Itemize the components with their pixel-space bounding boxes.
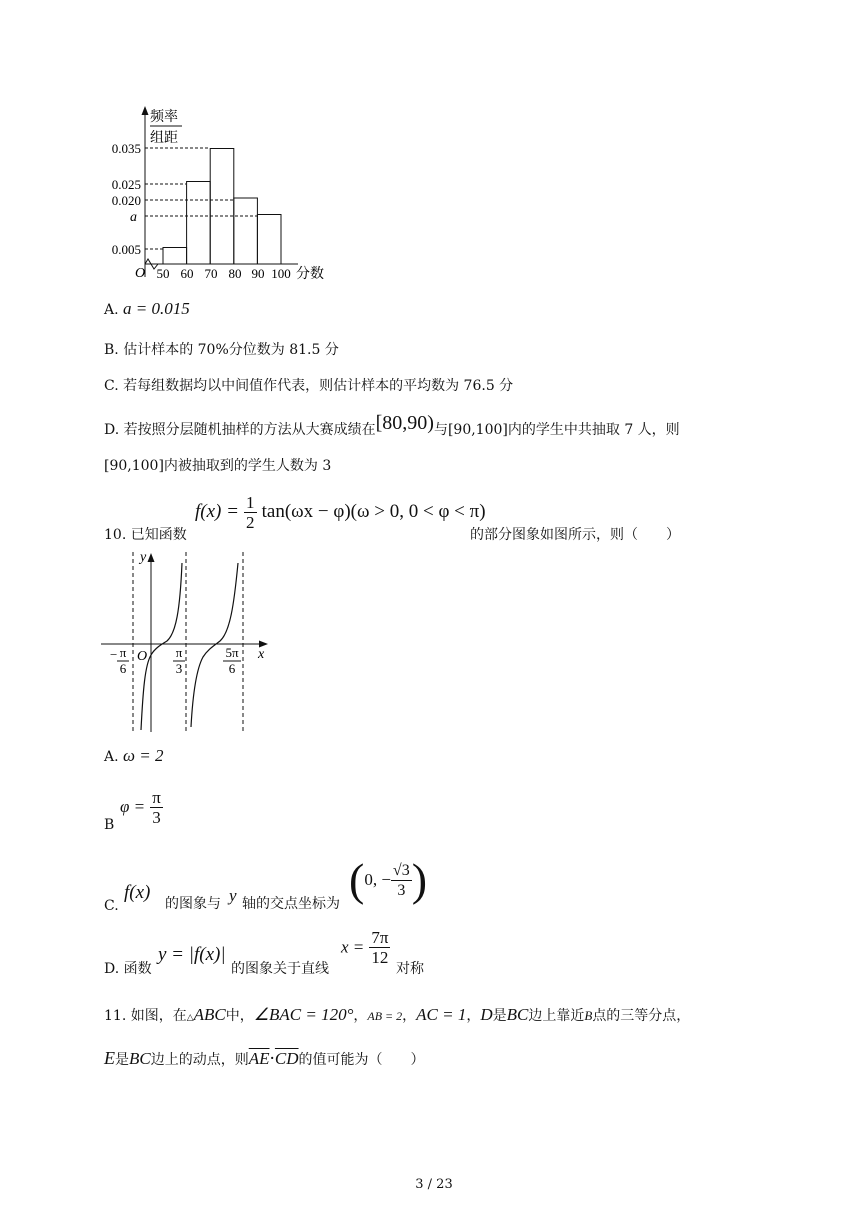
x-tick-70: 70 xyxy=(204,266,218,281)
q10-option-c-fx: f(x) xyxy=(124,882,151,903)
q10-func-post: tan(ωx − φ)(ω > 0, 0 < φ < π) xyxy=(261,501,486,522)
y-tick-0025: 0.025 xyxy=(111,177,141,192)
asymptotes xyxy=(133,552,243,732)
q10-option-a-math: ω = 2 xyxy=(123,746,164,765)
vector-cd: $\overline{CD}$ xyxy=(274,1049,299,1068)
point-fraction xyxy=(391,861,412,900)
q10-option-d-fraction xyxy=(369,928,390,967)
q9-option-a xyxy=(104,300,190,319)
q10-option-d-label: D. 函数 xyxy=(104,961,152,977)
q10-number: 10. 已知函数 xyxy=(104,527,187,543)
q11-l2-a: 是 xyxy=(115,1052,129,1068)
tick-minus-sign: − xyxy=(110,647,118,662)
y-tick-0005: 0.005 xyxy=(111,242,141,257)
q9-option-d-interval: [80,90) xyxy=(375,412,434,434)
point-den: 3 xyxy=(397,881,406,899)
graph-y-label: y xyxy=(140,550,147,565)
q11-sep3: ， xyxy=(466,1008,481,1024)
graph-origin: O xyxy=(137,649,148,664)
q11-b: B xyxy=(584,1008,593,1023)
q10-half-num: 1 xyxy=(246,493,255,512)
q10-option-d-num: 7π xyxy=(371,928,389,947)
q11-sep1: ， xyxy=(353,1008,368,1024)
q10-option-b-den: 3 xyxy=(152,808,161,827)
q11-abc: ABC xyxy=(193,1005,226,1024)
q10-option-a-label: A. xyxy=(104,749,119,765)
page-number: 3 / 23 xyxy=(415,1177,453,1192)
q11-ac: AC = 1 xyxy=(416,1005,467,1024)
q9-option-d-line1 xyxy=(104,412,680,439)
tick-1-num: π xyxy=(119,645,127,660)
q9-option-a-math: a = 0.015 xyxy=(123,299,190,318)
point-num: √3 xyxy=(392,861,410,879)
tick-2-den: 3 xyxy=(175,661,183,676)
q9-option-d-pre: D. 若按照分层随机抽样的方法从大赛成绩在 xyxy=(104,422,376,438)
q10-option-d-abs: y = |f(x)| xyxy=(158,944,226,965)
q10-option-c-f xyxy=(124,882,150,904)
x-tick-80: 80 xyxy=(228,266,242,281)
q11-e: E xyxy=(104,1048,115,1068)
q11-sep2: ， xyxy=(402,1008,417,1024)
x-axis-label: 分数 xyxy=(296,267,324,282)
q10-option-b-fraction xyxy=(150,788,163,827)
q11-l1-d: 边上靠近 xyxy=(528,1008,585,1024)
y-tick-a: a xyxy=(130,210,137,225)
q11-l1-c: 是 xyxy=(492,1008,507,1024)
x-tick-90: 90 xyxy=(251,266,265,281)
dot-operator: · xyxy=(269,1049,275,1069)
q11-angle: ∠BAC = 120° xyxy=(253,1005,354,1024)
q10-option-c-text1: 的图象与 xyxy=(165,896,221,912)
triangle-symbol: △ xyxy=(186,1013,194,1023)
y-tick-0035: 0.035 xyxy=(111,141,141,156)
q11-l1-e: 点的三等分点， xyxy=(592,1008,691,1024)
paren-right: ) xyxy=(411,854,428,905)
q10-option-d-x: x = xyxy=(341,937,365,957)
q11-l2-c: 的值可能为（ ） xyxy=(298,1052,425,1068)
q11-l1-a: 11. 如图，在 xyxy=(104,1008,187,1024)
q10-option-d-line xyxy=(341,928,390,967)
tick-3-den: 6 xyxy=(228,661,236,676)
q10-option-d-den: 12 xyxy=(371,948,389,967)
vector-ae: $\overline{AE}$ xyxy=(248,1049,270,1068)
histogram-bar-1 xyxy=(187,182,211,265)
q10-option-a xyxy=(104,747,164,766)
tick-2-num: π xyxy=(175,645,183,660)
histogram-bar-2 xyxy=(210,149,234,265)
q11-l2-b: 边上的动点，则 xyxy=(150,1052,249,1068)
q10-option-b-pre: φ = xyxy=(120,797,146,816)
q10-option-b-math xyxy=(120,788,163,827)
q9-option-c: C. 若每组数据均以中间值作代表，则估计样本的平均数为 76.5 分 xyxy=(104,378,514,394)
histogram-bar-3 xyxy=(234,198,258,264)
x-tick-50: 50 xyxy=(156,266,170,281)
q10-option-b-label: B xyxy=(104,817,115,833)
q11-l1-b: 中， xyxy=(225,1008,254,1024)
y-label-bottom: 组距 xyxy=(150,131,178,146)
y-tick-0020: 0.020 xyxy=(111,193,141,208)
paren-left: ( xyxy=(349,854,365,905)
q9-option-b: B. 估计样本的 70%分位数为 81.5 分 xyxy=(104,342,339,358)
q11-bc: BC xyxy=(506,1005,529,1024)
point-pre: 0, − xyxy=(364,870,391,889)
q11-ab: AB = 2 xyxy=(367,1009,403,1023)
x-tick-100: 100 xyxy=(271,266,291,281)
q10-option-c-point xyxy=(349,853,427,907)
y-label-top: 频率 xyxy=(150,110,178,125)
q9-option-d-line2: [90,100]内被抽取到的学生人数为 3 xyxy=(104,458,332,474)
q11-d: D xyxy=(480,1005,493,1024)
q10-option-d-text2: 对称 xyxy=(396,961,424,977)
q11-line1 xyxy=(104,1006,690,1027)
q10-option-c-label: C. xyxy=(104,898,119,914)
graph-y-arrow xyxy=(148,553,155,562)
tick-3-num: 5π xyxy=(225,645,239,660)
q11-bc2: BC xyxy=(129,1049,151,1068)
tick-1-den: 6 xyxy=(119,661,127,676)
histogram-figure xyxy=(95,100,345,285)
x-tick-60: 60 xyxy=(180,266,194,281)
q10-half-den: 2 xyxy=(246,513,255,532)
q10-option-c-y: y xyxy=(229,886,237,905)
q10-option-b-num: π xyxy=(152,788,161,807)
q10-half-fraction xyxy=(244,493,257,532)
q10-option-c-text2: 轴的交点坐标为 xyxy=(242,896,340,912)
graph-x-label: x xyxy=(258,647,265,662)
q10-function xyxy=(195,493,486,532)
q9-option-d-mid: 与[90,100]内的学生中共抽取 7 人，则 xyxy=(433,422,680,438)
q10-stem-tail: 的部分图象如图所示，则（ ） xyxy=(470,527,680,543)
q10-func-pre: f(x) = xyxy=(195,501,239,522)
q10-option-d-y xyxy=(158,944,226,966)
histogram-bar-0 xyxy=(163,248,187,265)
y-axis-arrow xyxy=(142,106,149,115)
q10-option-d-text1: 的图象关于直线 xyxy=(231,961,329,977)
q9-option-a-label: A. xyxy=(104,302,119,318)
origin-label: O xyxy=(135,266,146,281)
q11-line2 xyxy=(104,1049,425,1069)
histogram-bar-4 xyxy=(257,215,281,265)
tan-graph xyxy=(98,545,276,737)
histogram-bars xyxy=(163,149,281,265)
